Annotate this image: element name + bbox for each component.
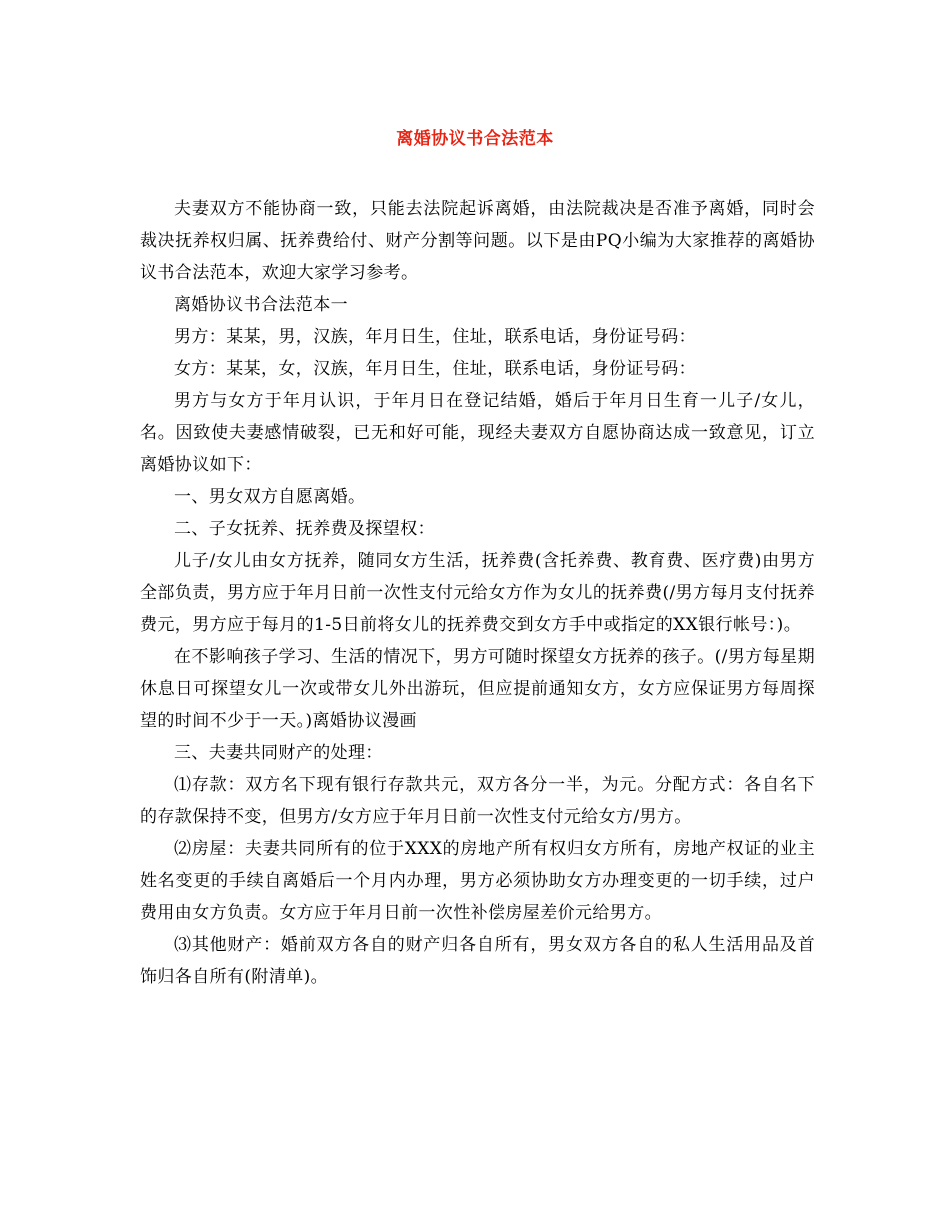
paragraph-intro: 夫妻双方不能协商一致，只能去法院起诉离婚，由法院裁决是否准予离婚，同时会裁决抚养权归属、抚养费给付、财产分割等问题。以下是由PQ小编为大家推荐的离婚协议书合法范本，欢迎大家学习参考。	[140, 199, 815, 283]
paragraph-visitation: 在不影响孩子学习、生活的情况下，男方可随时探望女方抚养的孩子。(/男方每星期休息日可探望女儿一次或带女儿外出游玩，但应提前通知女方，女方应保证男方每周探望的时间不少于一天。)离婚协议漫画	[140, 647, 815, 731]
paragraph-clause-3: 三、夫妻共同财产的处理：	[174, 743, 383, 763]
document-body	[140, 193, 815, 993]
paragraph-custody: 儿子/女儿由女方抚养，随同女方生活，抚养费(含托养费、教育费、医疗费)由男方全部负责，男方应于年月日前一次性支付元给女方作为女儿的抚养费(/男方每月支付抚养费元，男方应于每月的1-5日前将女儿的抚养费交到女方手中或指定的XX银行帐号：)。	[140, 551, 815, 635]
paragraph-sample-heading: 离婚协议书合法范本一	[174, 295, 348, 315]
paragraph-clause-2: 二、子女抚养、抚养费及探望权：	[174, 519, 435, 539]
paragraph-background: 男方与女方于年月认识，于年月日在登记结婚，婚后于年月日生育一儿子/女儿，名。因致使夫妻感情破裂，已无和好可能，现经夫妻双方自愿协商达成一致意见，订立离婚协议如下：	[140, 391, 815, 475]
page-title: 离婚协议书合法范本	[396, 129, 554, 149]
paragraph-male-party: 男方：某某，男，汉族，年月日生，住址，联系电话，身份证号码：	[174, 327, 696, 347]
paragraph-clause-1: 一、男女双方自愿离婚。	[174, 487, 366, 507]
paragraph-deposits: ⑴存款：双方名下现有银行存款共元，双方各分一半，为元。分配方式：各自名下的存款保持不变，但男方/女方应于年月日前一次性支付元给女方/男方。	[140, 775, 815, 827]
paragraph-other-property: ⑶其他财产：婚前双方各自的财产归各自所有，男女双方各自的私人生活用品及首饰归各自所有(附清单)。	[140, 935, 815, 987]
paragraph-house: ⑵房屋：夫妻共同所有的位于XXX的房地产所有权归女方所有，房地产权证的业主姓名变更的手续自离婚后一个月内办理，男方必须协助女方办理变更的一切手续，过户费用由女方负责。女方应于年月日前一次性补偿房屋差价元给男方。	[140, 839, 815, 923]
paragraph-female-party: 女方：某某，女，汉族，年月日生，住址，联系电话，身份证号码：	[174, 359, 696, 379]
